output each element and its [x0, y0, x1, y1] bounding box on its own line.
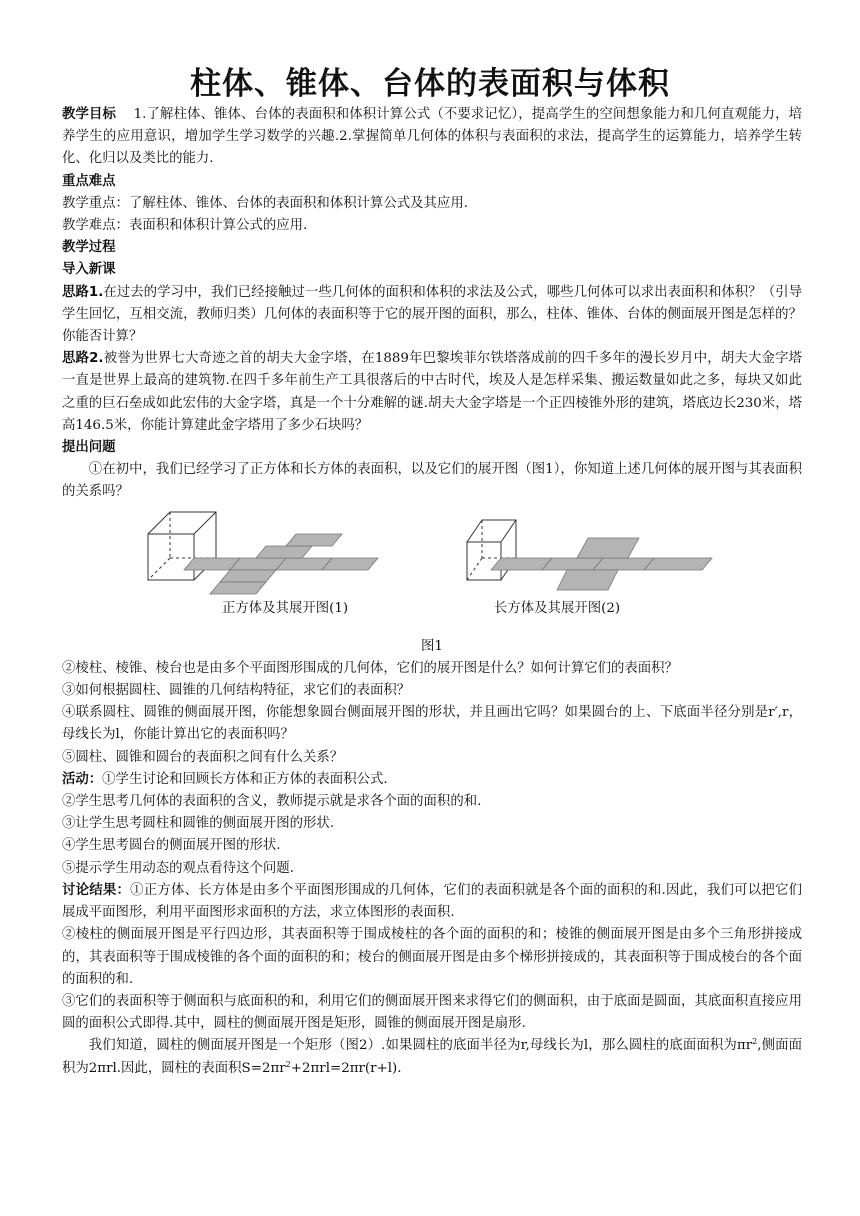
idea2-label: 思路2. — [62, 351, 104, 367]
teaching-difficulty: 教学难点：表面积和体积计算公式的应用. — [62, 218, 308, 234]
final-text-c: +2πrl=2πr(r+l). — [290, 1060, 402, 1076]
question-3: ③如何根据圆柱、圆锥的几何结构特征，求它们的表面积？ — [62, 683, 411, 699]
document-body — [62, 104, 802, 1080]
idea2-paragraph — [62, 348, 802, 437]
cuboid-drawing — [467, 520, 516, 580]
activity-item-4: ④学生思考圆台的侧面展开图的形状. — [62, 838, 281, 854]
page-title: 柱体、锥体、台体的表面积与体积 — [190, 66, 670, 102]
result-1: ①正方体、长方体是由多个平面图形围成的几何体，它们的表面积就是各个面的面积的和.因此，我们可以把它们展成平面图形，利用平面图形求面积的方法，求立体图形的表面积. — [62, 882, 802, 921]
final-text-a: 我们知道，圆柱的侧面展开图是一个矩形（图2）.如果圆柱的底面半径为r,母线长为l，那么圆柱的底面面积为πr — [88, 1038, 753, 1054]
activity-item-3: ③让学生思考圆柱和圆锥的侧面展开图的形状. — [62, 816, 335, 832]
questions-heading: 提出问题 — [62, 440, 116, 456]
key-points-heading: 重点难点 — [62, 173, 116, 189]
process-heading: 教学过程 — [62, 240, 116, 256]
activity-item-5: ⑤提示学生用动态的观点看待这个问题. — [62, 860, 294, 876]
activity-item-2: ②学生思考几何体的表面积的含义，教师提示就是求各个面的面积的和. — [62, 794, 482, 810]
objectives-text: 1.了解柱体、锥体、台体的表面积和体积计算公式（不要求记忆），提高学生的空间想象能力和几何直观能力，培养学生的应用意识，增加学生学习数学的兴趣.2.掌握简单几何体的体积与表面积的求法，提高学生的运算能力，培养学生转化、化归以及类比的能力. — [62, 107, 803, 167]
teaching-focus: 教学重点：了解柱体、锥体、台体的表面积和体积计算公式及其应用. — [62, 195, 468, 211]
objectives-paragraph — [62, 104, 802, 171]
idea2-text: 被誉为世界七大奇迹之首的胡夫大金字塔，在1889年巴黎埃菲尔铁塔落成前的四千多年的漫长岁月中，胡夫大金字塔一直是世界上最高的建筑物.在四千多年前生产工具很落后的中古时代，埃及人是怎样采集、搬运数量如此之多，每块又如此之重的巨石垒成如此宏伟的大金字塔，真是一个十分难解的谜.胡夫大金字塔是一个正四棱锥外形的建筑，塔底边长230米，塔高146.5米，你能计算建此金字塔用了多少石块吗？ — [62, 351, 803, 433]
cube-net — [184, 534, 378, 594]
figure-caption-cube: 正方体及其展开图(1) — [222, 600, 349, 616]
idea1-label: 思路1. — [62, 284, 104, 300]
idea1-text: 在过去的学习中，我们已经接触过一些几何体的面积和体积的求法及公式，哪些几何体可以求出表面积和体积？（引导学生回忆，互相交流，教师归类）几何体的表面积等于它的展开图的面积，那么，柱体、锥体、台体的侧面展开图是怎样的？你能否计算？ — [62, 284, 802, 345]
intro-heading: 导入新课 — [62, 262, 116, 278]
final-text-b: ,侧面面积为2πrl.因此，圆柱的表面积S=2πr — [62, 1038, 802, 1076]
figure-label: 图1 — [421, 638, 443, 654]
activity-label: 活动： — [62, 771, 103, 787]
question-1: ①在初中，我们已经学习了正方体和长方体的表面积，以及它们的展开图（图1），你知道上述几何体的展开图与其表面积的关系吗？ — [62, 462, 802, 500]
figure-caption-cuboid: 长方体及其展开图(2) — [494, 600, 621, 616]
question-4: ④联系圆柱、圆锥的侧面展开图，你能想象圆台侧面展开图的形状，并且画出它吗？如果圆台的上、下底面半径分别是r′,r，母线长为l，你能计算出它的表面积吗？ — [62, 705, 802, 743]
result-1-paragraph — [62, 880, 802, 924]
result-2: ②棱柱的侧面展开图是平行四边形，其表面积等于围成棱柱的各个面的面积的和；棱锥的侧面展开图是由多个三角形拼接成的，其表面积等于围成棱锥的各个面的面积的和；棱台的侧面展开图是由多个梯形拼接成的，其表面积等于围成棱台的各个面的面积的和. — [62, 927, 802, 987]
question-2: ②棱柱、棱锥、棱台也是由多个平面图形围成的几何体，它们的展开图是什么？如何计算它们的表面积？ — [62, 660, 678, 676]
final-paragraph — [62, 1035, 802, 1079]
cuboid-net — [491, 538, 712, 590]
objectives-label: 教学目标 — [62, 107, 117, 122]
figure-1 — [62, 508, 802, 636]
result-3: ③它们的表面积等于侧面积与底面积的和，利用它们的侧面展开图来求得它们的侧面积，由于底面是圆面，其底面积直接应用圆的面积公式即得.其中，圆柱的侧面展开图是矩形，圆锥的侧面展开图是扇形. — [62, 993, 802, 1032]
superscript-2: 2 — [285, 1059, 291, 1069]
superscript-2: 2 — [752, 1037, 758, 1047]
results-label: 讨论结果： — [62, 882, 131, 898]
figure-1-drawing — [62, 508, 802, 636]
idea1-paragraph — [62, 282, 802, 349]
activity-item-1-paragraph — [62, 769, 802, 791]
activity-item-1: ①学生讨论和回顾长方体和正方体的表面积公式. — [102, 771, 388, 787]
question-5: ⑤圆柱、圆锥和圆台的表面积之间有什么关系？ — [62, 749, 344, 765]
